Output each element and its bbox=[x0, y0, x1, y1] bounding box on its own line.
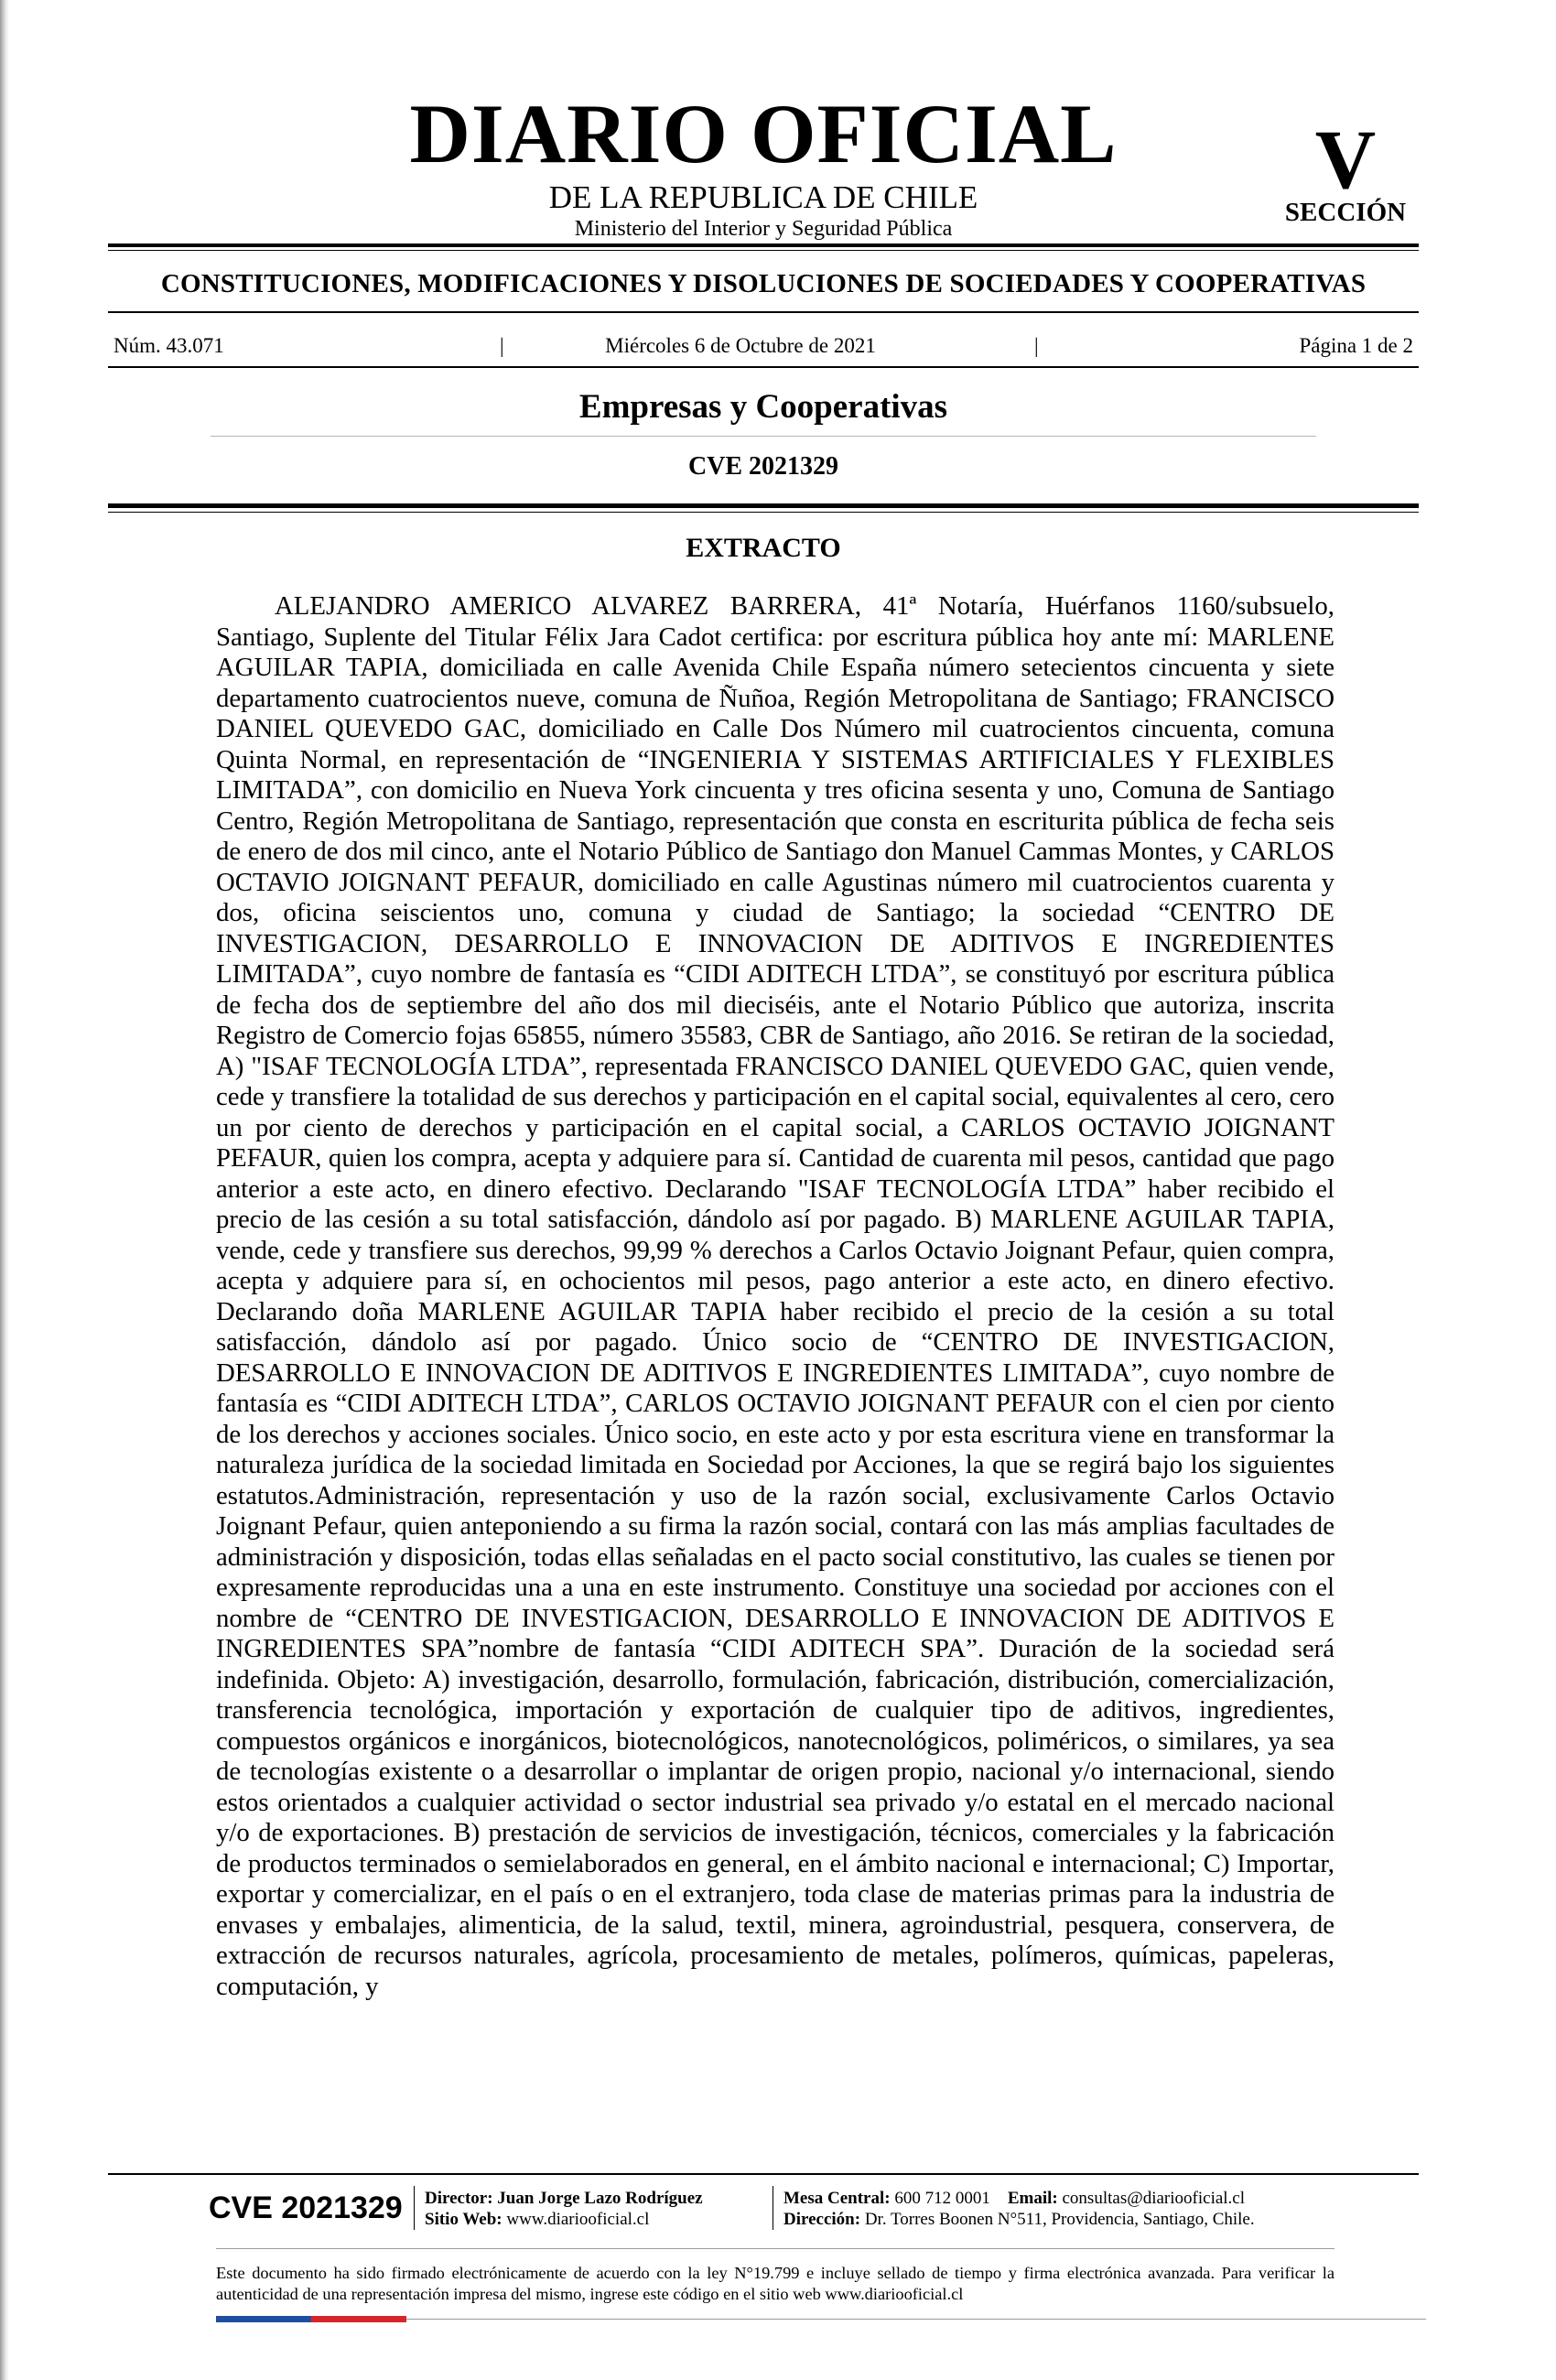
page bbox=[108, 0, 1419, 2380]
mesa-label: Mesa Central: bbox=[783, 2189, 891, 2208]
issue-separator: | bbox=[1034, 334, 1039, 357]
address-label: Dirección: bbox=[783, 2210, 861, 2229]
section-title: Empresas y Cooperativas bbox=[578, 388, 948, 426]
footer-cve-code: CVE 2021329 bbox=[209, 2191, 403, 2225]
issue-date: Miércoles 6 de Octubre de 2021 bbox=[605, 334, 876, 357]
footer-rule-bottom bbox=[406, 2319, 1426, 2320]
web-label: Sitio Web: bbox=[425, 2210, 502, 2229]
footer-rule-top bbox=[108, 2173, 1419, 2175]
director-label: Director: bbox=[425, 2189, 493, 2208]
flag-red-stripe bbox=[311, 2316, 406, 2322]
document-title: EXTRACTO bbox=[686, 533, 841, 563]
masthead-rule-thin bbox=[108, 250, 1419, 251]
issue-number: Núm. 43.071 bbox=[113, 334, 224, 357]
header-double-rule-thick bbox=[108, 503, 1419, 508]
footer-contact-left bbox=[425, 2188, 703, 2230]
category-rule bbox=[108, 311, 1419, 313]
scan-shadow bbox=[0, 0, 9, 2380]
cve-code: CVE 2021329 bbox=[687, 452, 839, 481]
mesa-phone: 600 712 0001 bbox=[894, 2189, 990, 2208]
chile-flag-stripe bbox=[216, 2316, 406, 2322]
section-numeral: V bbox=[1314, 113, 1377, 206]
footer-address bbox=[783, 2209, 1255, 2230]
section-label: SECCIÓN bbox=[1284, 198, 1407, 227]
email-link[interactable]: consultas@diariooficial.cl bbox=[1062, 2189, 1246, 2208]
email-label: Email: bbox=[1007, 2189, 1058, 2208]
header-double-rule-thin bbox=[108, 512, 1419, 513]
footer-contact-right bbox=[783, 2188, 1255, 2230]
web-link[interactable]: www.diariooficial.cl bbox=[506, 2210, 650, 2229]
category-heading: CONSTITUCIONES, MODIFICACIONES Y DISOLUCIONES DE SOCIEDADES Y COOPERATIVAS bbox=[160, 269, 1367, 298]
issue-rule bbox=[108, 366, 1419, 368]
flag-blue-stripe bbox=[216, 2316, 311, 2322]
footer-phone-email bbox=[783, 2188, 1255, 2209]
footer-website bbox=[425, 2209, 703, 2230]
issue-separator: | bbox=[500, 334, 504, 357]
masthead-rule-thick bbox=[108, 243, 1419, 247]
masthead-title: DIARIO OFICIAL bbox=[409, 87, 1118, 180]
footer-divider bbox=[414, 2186, 415, 2230]
address-value: Dr. Torres Boonen N°511, Providencia, Santiago, Chile. bbox=[864, 2210, 1255, 2229]
page-indicator: Página 1 de 2 bbox=[1299, 334, 1413, 357]
footer-legal-notice: Este documento ha sido firmado electrónicamente de acuerdo con la ley N°19.799 e incluye sellado de tiempo y firma electrónica avanzada. Para verificar la autenticidad de una representación impresa del mismo, ingrese este código en el sitio web www.diariooficial.cl bbox=[216, 2264, 1334, 2303]
masthead-ministry: Ministerio del Interior y Seguridad Pública bbox=[574, 217, 953, 241]
director-name: Juan Jorge Lazo Rodríguez bbox=[497, 2189, 703, 2208]
issue-info-row bbox=[113, 333, 1413, 359]
extract-body: ALEJANDRO AMERICO ALVAREZ BARRERA, 41ª Notaría, Huérfanos 1160/subsuelo, Santiago, Suplente del Titular Félix Jara Cadot certifica: por escritura pública hoy ante mí: MARLENE AGUILAR TAPIA, domiciliada en calle Avenida Chile España número setecientos cincuenta y siete departamento cuatrocientos nueve, comuna de Ñuñoa, Región Metropolitana de Santiago; FRANCISCO DANIEL QUEVEDO GAC, domiciliado en Calle Dos Número mil cuatrocientos cincuenta, comuna Quinta Normal, en representación de “INGENIERIA Y SISTEMAS ARTIFICIALES Y FLEXIBLES LIMITADA”, con domicilio en Nueva York cincuenta y tres oficina sesenta y uno, Comuna de Santiago Centro, Región Metropolitana de Santiago, representación que consta en escriturita pública de fecha seis de enero de dos mil cinco, ante el Notario Público de Santiago don Manuel Cammas Montes, y CARLOS OCTAVIO JOIGNANT PEFAUR, domiciliado en calle Agustinas número mil cuatrocientos cuarenta y dos, oficina seiscientos uno, comuna y ciudad de Santiago; la sociedad “CENTRO DE INVESTIGACION, DESARROLLO E INNOVACION DE ADITIVOS E INGREDIENTES LIMITADA”, cuyo nombre de fantasía es “CIDI ADITECH LTDA”, se constituyó por escritura pública de fecha dos de septiembre del año dos mil dieciséis, ante el Notario Público que autoriza, inscrita Registro de Comercio fojas 65855, número 35583, CBR de Santiago, año 2016. Se retiran de la sociedad, A) "ISAF TECNOLOGÍA LTDA”, representada FRANCISCO DANIEL QUEVEDO GAC, quien vende, cede y transfiere la totalidad de sus derechos y participación en el capital social, equivalentes al cero, cero un por ciento de derechos y participación en el capital social, a CARLOS OCTAVIO JOIGNANT PEFAUR, quien los compra, acepta y adquiere para sí. Cantidad de cuarenta mil pesos, cantidad que pago anterior a este acto, en dinero efectivo. Declarando "ISAF TECNOLOGÍA LTDA” haber recibido el precio de las cesión a su total satisfacción, dándolo así por pagado. B) MARLENE AGUILAR TAPIA, vende, cede y transfiere sus derechos, 99,99 % derechos a Carlos Octavio Joignant Pefaur, quien compra, acepta y adquiere para sí, en ochocientos mil pesos, pago anterior a este acto, en dinero efectivo. Declarando doña MARLENE AGUILAR TAPIA haber recibido el precio de la cesión a su total satisfacción, dándolo así por pagado. Único socio de “CENTRO DE INVESTIGACION, DESARROLLO E INNOVACION DE ADITIVOS E INGREDIENTES LIMITADA”, cuyo nombre de fantasía es “CIDI ADITECH LTDA”, CARLOS OCTAVIO JOIGNANT PEFAUR con el cien por ciento de los derechos y acciones sociales. Único socio, en este acto y por esta escritura viene en transformar la naturaleza jurídica de la sociedad limitada en Sociedad por Acciones, la que se regirá bajo los siguientes estatutos.Administración, representación y uso de la razón social, exclusivamente Carlos Octavio Joignant Pefaur, quien anteponiendo a su firma la razón social, contará con las más amplias facultades de administración y disposición, todas ellas señaladas en el pacto social constitutivo, las cuales se tienen por expresamente reproducidas una a una en este instrumento. Constituye una sociedad por acciones con el nombre de “CENTRO DE INVESTIGACION, DESARROLLO E INNOVACION DE ADITIVOS E INGREDIENTES SPA”nombre de fantasía “CIDI ADITECH SPA”. Duración de la sociedad será indefinida. Objeto: A) investigación, desarrollo, formulación, fabricación, distribución, comercialización, transferencia tecnológica, importación y exportación de cualquier tipo de aditivos, ingredientes, compuestos orgánicos e inorgánicos, biotecnológicos, nanotecnológicos, poliméricos, o similares, ya sea de tecnologías existente o a desarrollar o implantar de origen propio, nacional y/o internacional, siendo estos orientados a cualquier actividad o sector industrial sea privado y/o estatal en el mercado nacional y/o de exportaciones. B) prestación de servicios de investigación, técnicos, comerciales y la fabricación de productos terminados o semielaborados en general, en el ámbito nacional e internacional; C) Importar, exportar y comercializar, en el país o en el extranjero, toda clase de materias primas para la industria de envases y embalajes, alimenticia, de la salud, textil, minera, agroindustrial, pesquera, conservera, de extracción de recursos naturales, agrícola, procesamiento de metales, polímeros, químicas, papeleras, computación, y bbox=[216, 591, 1334, 2001]
footer-director bbox=[425, 2188, 703, 2209]
masthead-subtitle: DE LA REPUBLICA DE CHILE bbox=[548, 179, 978, 215]
footer-rule-mid bbox=[216, 2248, 1334, 2249]
section-title-rule bbox=[211, 436, 1316, 437]
